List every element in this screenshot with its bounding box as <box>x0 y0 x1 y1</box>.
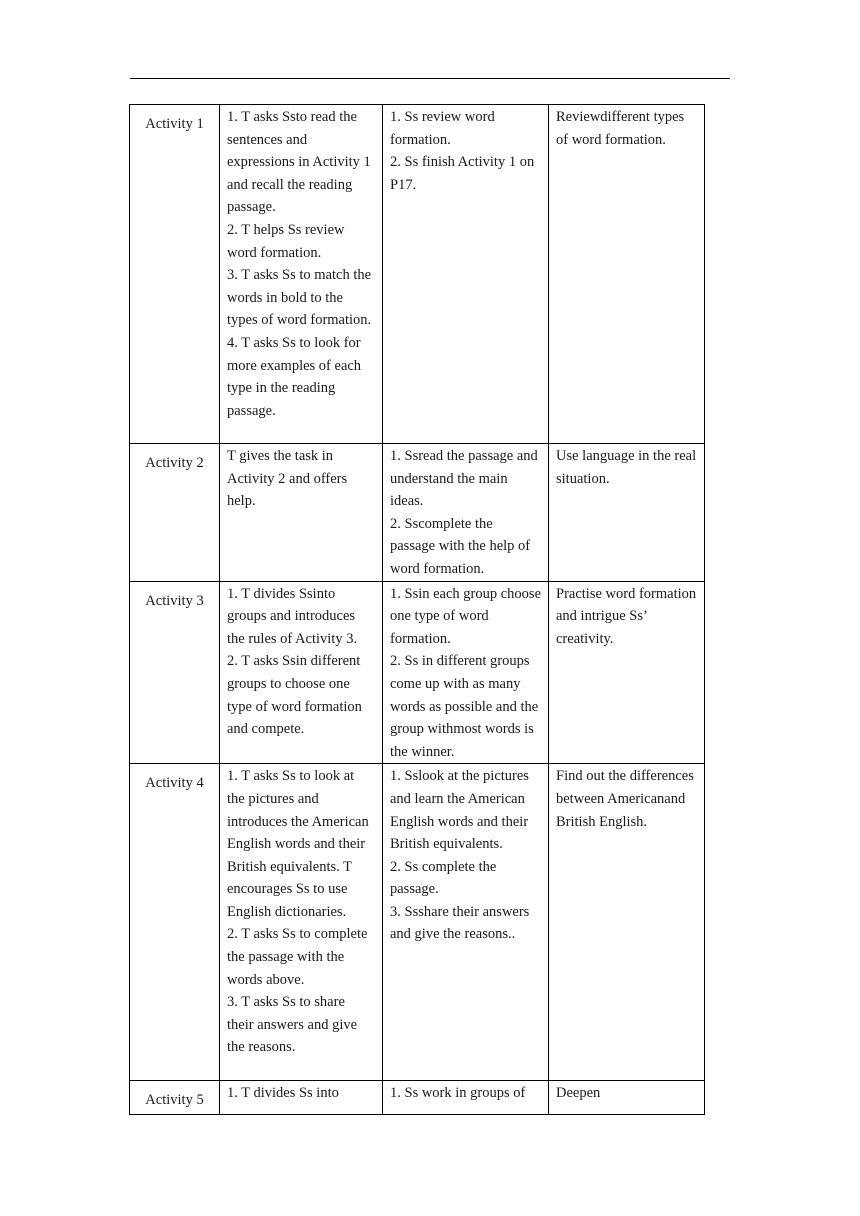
teacher-activity-cell: 1. T divides Ss into <box>220 1081 383 1115</box>
lesson-plan-table <box>129 104 705 1115</box>
teacher-activity-cell: T gives the task in Activity 2 and offers help. <box>220 444 383 582</box>
table-row <box>130 444 705 582</box>
activity-cell: Activity 1 <box>130 105 220 444</box>
header-rule <box>130 78 730 79</box>
table-row <box>130 581 705 764</box>
activity-cell: Activity 2 <box>130 444 220 582</box>
table-row <box>130 105 705 444</box>
student-activity-cell: 1. Ss work in groups of <box>383 1081 549 1115</box>
purpose-cell: Deepen <box>549 1081 705 1115</box>
purpose-cell: Find out the differences between Americanand British English. <box>549 764 705 1081</box>
activity-cell: Activity 3 <box>130 581 220 764</box>
purpose-cell: Practise word formation and intrigue Ss’ creativity. <box>549 581 705 764</box>
purpose-cell: Use language in the real situation. <box>549 444 705 582</box>
table-row <box>130 1081 705 1115</box>
teacher-activity-cell: 1. T divides Ssinto groups and introduces the rules of Activity 3. 2. T asks Ssin different groups to choose one type of word formation and compete. <box>220 581 383 764</box>
student-activity-cell: 1. Sslook at the pictures and learn the American English words and their British equivalents. 2. Ss complete the passage. 3. Ssshare their answers and give the reasons.. <box>383 764 549 1081</box>
student-activity-cell: 1. Ssin each group choose one type of word formation. 2. Ss in different groups come up with as many words as possible and the group withmost words is the winner. <box>383 581 549 764</box>
purpose-cell: Reviewdifferent types of word formation. <box>549 105 705 444</box>
table-row <box>130 764 705 1081</box>
teacher-activity-cell: 1. T asks Ssto read the sentences and expressions in Activity 1 and recall the reading passage. 2. T helps Ss review word formation. 3. T asks Ss to match the words in bold to the types of word formation. 4. T asks Ss to look for more examples of each type in the reading passage. <box>220 105 383 444</box>
activity-cell: Activity 5 <box>130 1081 220 1115</box>
activity-cell: Activity 4 <box>130 764 220 1081</box>
student-activity-cell: 1. Ss review word formation. 2. Ss finish Activity 1 on P17. <box>383 105 549 444</box>
student-activity-cell: 1. Ssread the passage and understand the main ideas. 2. Sscomplete the passage with the help of word formation. <box>383 444 549 582</box>
teacher-activity-cell: 1. T asks Ss to look at the pictures and introduces the American English words and their British equivalents. T encourages Ss to use English dictionaries. 2. T asks Ss to complete the passage with the words above. 3. T asks Ss to share their answers and give the reasons. <box>220 764 383 1081</box>
